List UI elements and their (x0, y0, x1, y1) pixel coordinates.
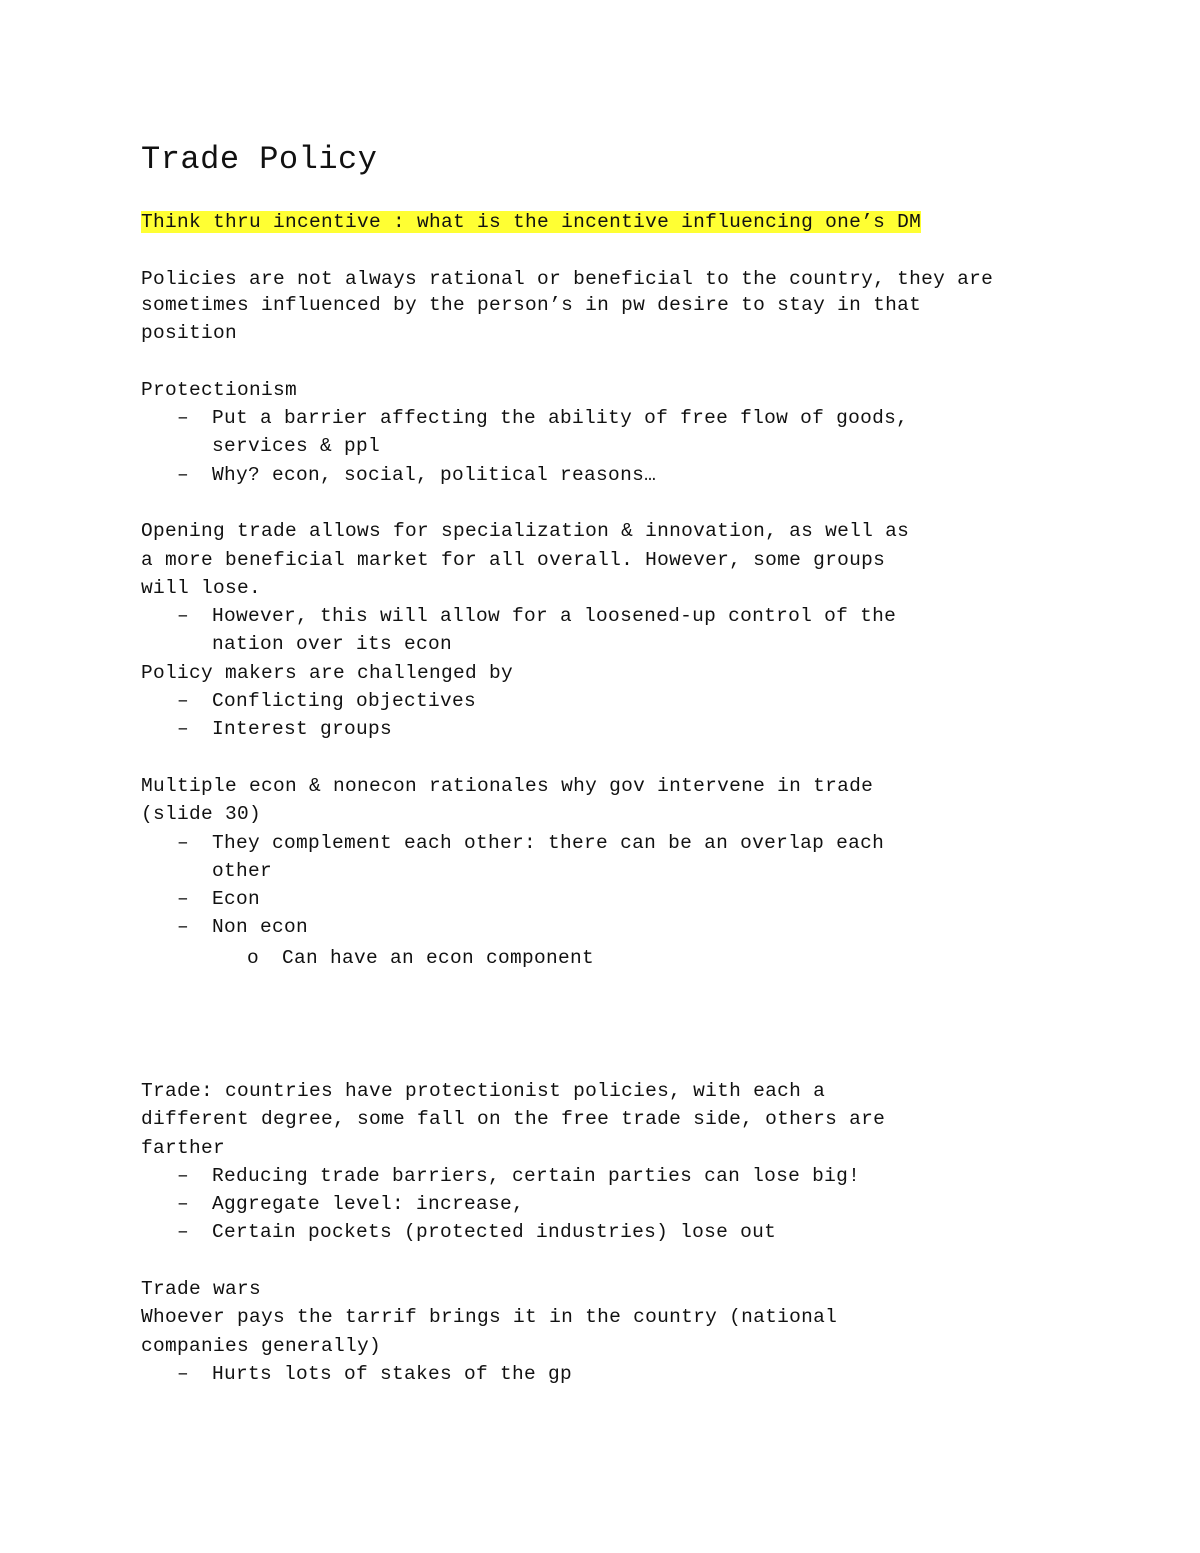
paragraph-line: will lose. (141, 576, 262, 599)
list-item: – Interest groups (141, 715, 1081, 743)
bullet-dash: – (177, 690, 190, 713)
highlight-text: Think thru incentive : what is the incentive influencing one’s DM (141, 211, 922, 233)
list-item: – Conflicting objectives (141, 687, 1081, 715)
bullet-dash: – (177, 718, 190, 741)
list-item: – They complement each other: there can be an overlap each (141, 829, 1081, 857)
list-item: – Hurts lots of stakes of the gp (141, 1360, 1081, 1388)
page-title: Trade Policy (141, 141, 378, 178)
list-item: – However, this will allow for a loosened-up control of the (141, 602, 1081, 630)
paragraph-line: Opening trade allows for specialization & innovation, as well as (141, 520, 910, 543)
paragraph-line: Policies are not always rational or beneficial to the country, they are (141, 267, 994, 290)
list-item: – Certain pockets (protected industries) lose out (141, 1218, 1081, 1246)
bullet-dash: – (177, 605, 190, 628)
paragraph-line: sometimes influenced by the person’s in pw desire to stay in that (141, 293, 922, 316)
section-heading: Trade wars (141, 1277, 262, 1300)
list-item: – Why? econ, social, political reasons… (141, 461, 1081, 489)
list-item: – Put a barrier affecting the ability of free flow of goods, (141, 404, 1081, 432)
bullet-circle: o (247, 946, 260, 969)
section-heading: Policy makers are challenged by (141, 661, 514, 684)
bullet-dash: – (177, 1362, 190, 1385)
list-item: – Non econ (141, 913, 1081, 941)
bullet-dash: – (177, 1164, 190, 1187)
list-item: – Reducing trade barriers, certain parties can lose big! (141, 1162, 1081, 1190)
paragraph-line: Trade: countries have protectionist policies, with each a (141, 1079, 826, 1102)
paragraph-line: different degree, some fall on the free trade side, others are (141, 1108, 886, 1131)
paragraph-line: companies generally) (141, 1334, 382, 1357)
paragraph-line: position (141, 322, 238, 345)
document-body (141, 208, 1081, 1388)
paragraph-line: Whoever pays the tarrif brings it in the country (national (141, 1306, 838, 1329)
bullet-dash: – (177, 463, 190, 486)
bullet-dash: – (177, 831, 190, 854)
section-heading: Protectionism (141, 378, 298, 401)
list-item-continuation: other (212, 859, 273, 882)
paragraph-line: Multiple econ & nonecon rationales why gov intervene in trade (141, 774, 874, 797)
list-item: – Econ (141, 885, 1081, 913)
bullet-dash: – (177, 1221, 190, 1244)
bullet-dash: – (177, 916, 190, 939)
highlighted-note (141, 208, 1081, 236)
bullet-dash: – (177, 407, 190, 430)
bullet-dash: – (177, 888, 190, 911)
list-item-continuation: nation over its econ (212, 633, 453, 656)
bullet-dash: – (177, 1193, 190, 1216)
paragraph-line: (slide 30) (141, 803, 262, 826)
sub-list-item: o Can have an econ component (141, 944, 1081, 972)
list-item: – Aggregate level: increase, (141, 1190, 1081, 1218)
paragraph-line: farther (141, 1136, 226, 1159)
paragraph-line: a more beneficial market for all overall. However, some groups (141, 548, 886, 571)
list-item-continuation: services & ppl (212, 435, 381, 458)
